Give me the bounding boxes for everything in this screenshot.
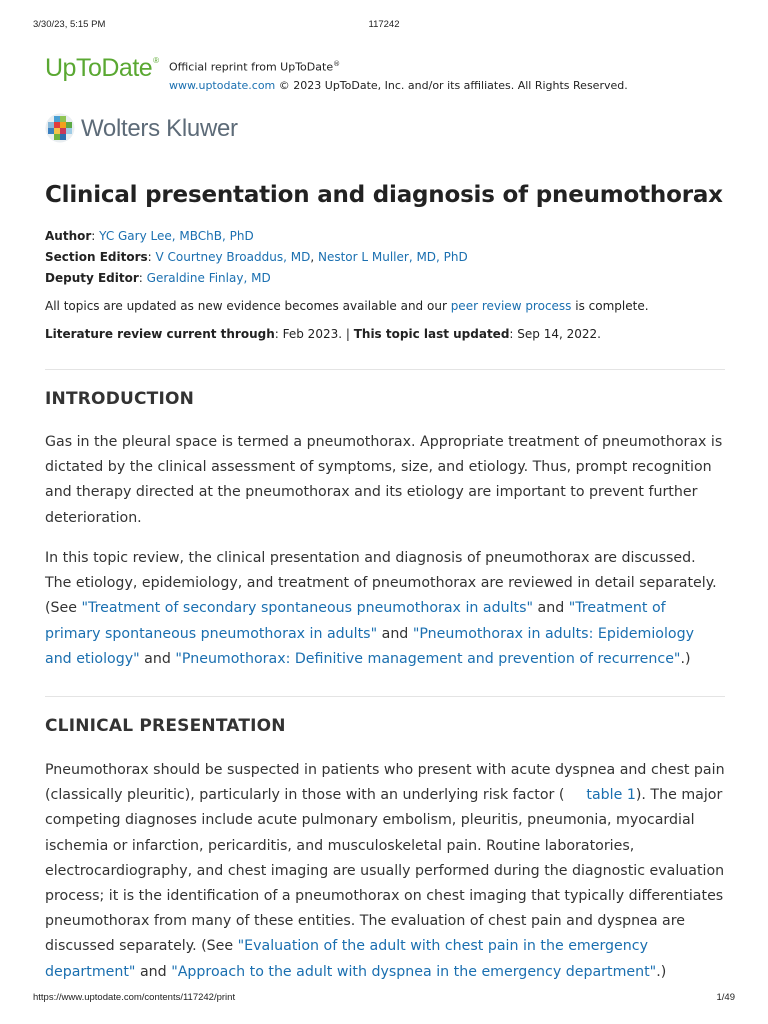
brand-header <box>45 54 735 94</box>
deputy-editor-line: Deputy Editor: Geraldine Finlay, MD <box>45 271 271 285</box>
wolters-kluwer-logo[interactable] <box>45 113 345 147</box>
link-definitive-management[interactable]: "Pneumothorax: Definitive management and prevention of recurrence" <box>175 650 681 667</box>
intro-heading: INTRODUCTION <box>45 389 195 409</box>
reprint-text: Official reprint from UpToDate <box>169 60 334 74</box>
peer-review-link[interactable]: peer review process <box>450 299 572 313</box>
intro-paragraph-1: Gas in the pleural space is termed a pneumothorax. Appropriate treatment of pneumothorax is dictated by the clinical assessment of symptoms, size, and etiology. Thus, prompt recognition and therapy directed at the pneumothorax and its etiology are important to prevent further deterioration. <box>45 434 723 526</box>
copyright-text: © 2023 UpToDate, Inc. and/or its affiliates. All Rights Reserved. <box>275 78 628 92</box>
page-number: 1/49 <box>716 992 735 1003</box>
author-link[interactable]: YC Gary Lee, MBChB, PhD <box>99 229 254 243</box>
print-footer <box>0 992 768 1006</box>
reprint-notice: Official reprint from UpToDate® www.uptodate.com © 2023 UpToDate, Inc. and/or its affiliates. All Rights Reserved. <box>169 60 628 92</box>
print-datetime: 3/30/23, 5:15 PM <box>33 19 106 30</box>
link-epidemiology[interactable]: "Pneumothorax in adults: Epidemiology and etiology" <box>45 625 694 667</box>
table-1-link[interactable]: table 1 <box>586 787 636 804</box>
link-chest-pain-evaluation[interactable]: "Evaluation of the adult with chest pain in the emergency department" <box>45 938 648 980</box>
link-treatment-primary[interactable]: "Treatment of primary spontaneous pneumothorax in adults" <box>45 600 666 642</box>
print-url: https://www.uptodate.com/contents/117242/print <box>33 992 236 1003</box>
section-divider <box>45 696 725 697</box>
intro-paragraph-2: In this topic review, the clinical presentation and diagnosis of pneumothorax are discussed. The etiology, epidemiology, and treatment of pneumothorax are reviewed in detail separately. (See "Treatment of secondary spontaneous pneumothorax in adults" and "Treatment of primary spontaneous pneumothorax in adults" and "Pneumothorax in adults: Epidemiology and etiology" and "Pneumothorax: Definitive management and prevention of recurrence".) <box>45 550 717 667</box>
review-dates: Literature review current through: Feb 2023. | This topic last updated: Sep 14, 2022. <box>45 327 601 341</box>
article-meta <box>45 226 735 345</box>
section-editors-line: Section Editors: V Courtney Broaddus, MD, Nestor L Muller, MD, PhD <box>45 250 468 264</box>
section-editor-link-2[interactable]: Nestor L Muller, MD, PhD <box>317 250 468 264</box>
author-line: Author: YC Gary Lee, MBChB, PhD <box>45 229 254 243</box>
page-title: Clinical presentation and diagnosis of pneumothorax <box>45 182 723 208</box>
print-doc-id: 117242 <box>368 19 400 30</box>
link-dyspnea-approach[interactable]: "Approach to the adult with dyspnea in the emergency department" <box>171 963 657 980</box>
wolters-kluwer-icon <box>45 113 75 143</box>
link-treatment-secondary[interactable]: "Treatment of secondary spontaneous pneumothorax in adults" <box>81 600 534 617</box>
uptodate-logo[interactable]: UpToDate® <box>45 54 159 82</box>
section-editor-link-1[interactable]: V Courtney Broaddus, MD <box>155 250 311 264</box>
clinical-paragraph-1: Pneumothorax should be suspected in patients who present with acute dyspnea and chest pain (classically pleuritic), particularly in those with an underlying risk factor ( table 1). The major competing diagnoses include acute pulmonary embolism, pleuritis, pneumonia, myocardial ischemia or infarction, pericarditis, and musculoskeletal pain. Routine laboratories, electrocardiography, and chest imaging are usually performed during the diagnostic evaluation process; it is the identification of a pneumothorax on chest imaging that typically differentiates pneumothorax from many of these entities. The evaluation of chest pain and dyspnea are discussed separately. (See "Evaluation of the adult with chest pain in the emergency department" and "Approach to the adult with dyspnea in the emergency department".) <box>45 762 725 980</box>
print-header <box>0 19 768 33</box>
wolters-kluwer-wordmark: Wolters Kluwer <box>81 115 238 142</box>
section-divider <box>45 369 725 370</box>
deputy-editor-link[interactable]: Geraldine Finlay, MD <box>146 271 271 285</box>
clinical-heading: CLINICAL PRESENTATION <box>45 716 286 736</box>
uptodate-site-link[interactable]: www.uptodate.com <box>169 78 276 92</box>
update-note: All topics are updated as new evidence becomes available and our peer review process is complete. <box>45 299 649 313</box>
